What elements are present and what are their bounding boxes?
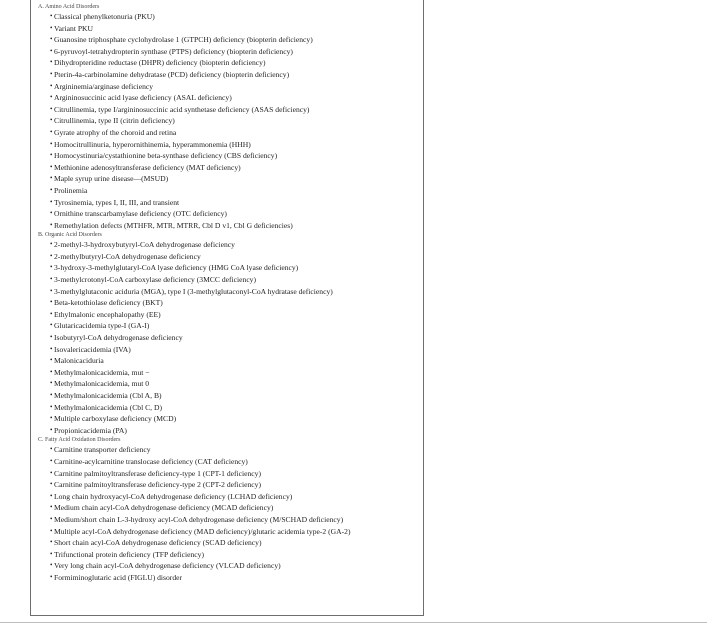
list-item — [38, 262, 420, 274]
list-item — [38, 185, 420, 197]
bullet-icon: • — [50, 572, 53, 581]
list-item — [38, 390, 420, 402]
list-item — [38, 537, 420, 549]
list-item — [38, 251, 420, 263]
bullet-icon: • — [50, 139, 53, 148]
list-item-text: Carnitine palmitoyltransferase deficiency-type 1 (CPT-1 deficiency) — [54, 468, 261, 478]
list-item — [38, 220, 420, 232]
bullet-icon: • — [50, 344, 53, 353]
list-item — [38, 162, 420, 174]
list-item — [38, 127, 420, 139]
list-item-text: Formiminoglutaric acid (FIGLU) disorder — [54, 572, 183, 582]
list-item — [38, 297, 420, 309]
bullet-icon: • — [50, 538, 53, 547]
list-item — [38, 355, 420, 367]
bullet-icon: • — [50, 116, 53, 125]
list-item-text: Ornithine transcarbamylase deficiency (OTC deficiency) — [54, 209, 227, 219]
list-item — [38, 425, 420, 437]
list-item-text: Methionine adenosyltransferase deficiency (MAT deficiency) — [54, 162, 241, 172]
list-item-text: Dihydropteridine reductase (DHPR) deficiency (biopterin deficiency) — [54, 58, 266, 68]
bullet-icon: • — [50, 503, 53, 512]
section-organic-acid — [38, 231, 420, 436]
list-item — [38, 57, 420, 69]
list-item-text: Malonicaciduria — [54, 356, 104, 366]
list-item — [38, 23, 420, 35]
list-item — [38, 11, 420, 23]
list-item — [38, 34, 420, 46]
list-item — [38, 549, 420, 561]
list-item — [38, 286, 420, 298]
list-item — [38, 378, 420, 390]
list-item — [38, 572, 420, 584]
bullet-icon: • — [50, 174, 53, 183]
list-item — [38, 309, 420, 321]
list-item-text: Glutaricacidemia type-I (GA-I) — [54, 321, 150, 331]
bullet-icon: • — [50, 275, 53, 284]
list-item-text: Variant PKU — [54, 23, 94, 33]
bullet-icon: • — [50, 561, 53, 570]
list-item — [38, 444, 420, 456]
list-item-text: Short chain acyl-CoA dehydrogenase deficiency (SCAD deficiency) — [54, 538, 262, 548]
list-item-text: Isobutyryl-CoA dehydrogenase deficiency — [54, 333, 183, 343]
list-item-text: Propionicacidemia (PA) — [54, 425, 127, 435]
list-item — [38, 139, 420, 151]
list-item-text: Gyrate atrophy of the choroid and retina — [54, 127, 177, 137]
list-item-text: Pterin-4a-carbinolamine dehydratase (PCD) deficiency (biopterin deficiency) — [54, 69, 290, 79]
list-item-text: Homocitrullinuria, hyperornithinemia, hyperammonemia (HHH) — [54, 139, 251, 149]
section-heading: B. Organic Acid Disorders — [38, 232, 102, 239]
item-list — [38, 444, 420, 583]
bullet-icon: • — [50, 240, 53, 249]
bullet-icon: • — [50, 209, 53, 218]
bullet-icon: • — [50, 197, 53, 206]
list-item — [38, 69, 420, 81]
bullet-icon: • — [50, 456, 53, 465]
list-item — [38, 456, 420, 468]
bullet-icon: • — [50, 549, 53, 558]
bullet-icon: • — [50, 356, 53, 365]
list-item-text: Carnitine transporter deficiency — [54, 445, 151, 455]
bullet-icon: • — [50, 298, 53, 307]
bullet-icon: • — [50, 480, 53, 489]
bullet-icon: • — [50, 414, 53, 423]
bullet-icon: • — [50, 526, 53, 535]
list-item-text: Methylmalonicacidemia, mut 0 — [54, 379, 150, 389]
list-item-text: Argininosuccinic acid lyase deficiency (ASAL deficiency) — [54, 93, 232, 103]
list-item — [38, 115, 420, 127]
bullet-icon: • — [50, 35, 53, 44]
bullet-icon: • — [50, 185, 53, 194]
bullet-icon: • — [50, 309, 53, 318]
list-item — [38, 208, 420, 220]
list-item-text: Multiple acyl-CoA dehydrogenase deficiency (MAD deficiency)/glutaric acidemia type-2 (GA-2) — [54, 526, 351, 536]
list-item-text: 6-pyruvoyl-tetrahydropterin synthase (PTPS) deficiency (biopterin deficiency) — [54, 46, 293, 56]
list-item-text: Remethylation defects (MTHFR, MTR, MTRR, Cbl D v1, Cbl G deficiencies) — [54, 220, 293, 230]
bullet-icon: • — [50, 104, 53, 113]
list-item — [38, 173, 420, 185]
list-item-text: Medium chain acyl-CoA dehydrogenase deficiency (MCAD deficiency) — [54, 503, 274, 513]
bullet-icon: • — [50, 468, 53, 477]
list-item — [38, 413, 420, 425]
bullet-icon: • — [50, 391, 53, 399]
list-item — [38, 104, 420, 116]
list-item-text: Beta-ketothiolase deficiency (BKT) — [54, 298, 163, 308]
list-item-text: Methylmalonicacidemia, mut − — [54, 367, 150, 377]
list-item-text: Citrullinemia, type I/argininosuccinic acid synthetase deficiency (ASAS deficiency) — [54, 104, 310, 114]
list-item-text: Long chain hydroxyacyl-CoA dehydrogenase deficiency (LCHAD deficiency) — [54, 491, 293, 501]
list-item-text: Medium/short chain L-3-hydroxy acyl-CoA dehydrogenase deficiency (M/SCHAD deficiency) — [54, 514, 344, 524]
list-item — [38, 46, 420, 58]
section-fatty-acid — [38, 436, 420, 583]
list-item-text: Maple syrup urine disease—(MSUD) — [54, 174, 169, 184]
list-item-text: Trifunctional protein deficiency (TFP deficiency) — [54, 549, 205, 559]
list-item — [38, 514, 420, 526]
bullet-icon: • — [50, 491, 53, 500]
list-item — [38, 502, 420, 514]
list-item — [38, 81, 420, 93]
list-item — [38, 526, 420, 538]
bullet-icon: • — [50, 367, 53, 376]
bullet-icon: • — [50, 321, 53, 330]
section-heading: C. Fatty Acid Oxidation Disorders — [38, 437, 121, 444]
bullet-icon: • — [50, 514, 53, 523]
list-item-text: Citrullinemia, type II (citrin deficiency) — [54, 116, 175, 126]
bullet-icon: • — [50, 12, 53, 20]
list-item-text: 2-methyl-3-hydroxybutyryl-CoA dehydrogenase deficiency — [54, 240, 235, 250]
list-item-text: 3-methylglutaconic aciduria (MGA), type I (3-methylglutaconyl-CoA hydratase deficiency) — [54, 286, 333, 296]
list-item-text: Guanosine triphosphate cyclohydrolase 1 (GTPCH) deficiency (biopterin deficiency) — [54, 35, 313, 45]
list-item-text: Carnitine-acylcarnitine translocase deficiency (CAT deficiency) — [54, 456, 248, 466]
bullet-icon: • — [50, 151, 53, 160]
list-item — [38, 92, 420, 104]
item-list — [38, 239, 420, 436]
bullet-icon: • — [50, 333, 53, 342]
list-item-text: 3-hydroxy-3-methylglutaryl-CoA lyase deficiency (HMG CoA lyase deficiency) — [54, 263, 299, 273]
item-list — [38, 11, 420, 231]
list-item — [38, 367, 420, 379]
bullet-icon: • — [50, 69, 53, 78]
list-item-text: Ethylmalonic encephalopathy (EE) — [54, 309, 161, 319]
list-item — [38, 560, 420, 572]
list-item-text: Very long chain acyl-CoA dehydrogenase deficiency (VLCAD deficiency) — [54, 561, 281, 571]
list-item — [38, 468, 420, 480]
list-item — [38, 320, 420, 332]
bullet-icon: • — [50, 286, 53, 295]
bullet-icon: • — [50, 127, 53, 136]
list-item — [38, 332, 420, 344]
list-item — [38, 402, 420, 414]
list-item-text: Argininemia/arginase deficiency — [54, 81, 154, 91]
list-item — [38, 239, 420, 251]
list-item — [38, 479, 420, 491]
bullet-icon: • — [50, 402, 53, 411]
bullet-icon: • — [50, 379, 53, 388]
section-heading: A. Amino Acid Disorders — [38, 4, 100, 10]
bullet-icon: • — [50, 46, 53, 55]
bullet-icon: • — [50, 425, 53, 434]
bullet-icon: • — [50, 220, 53, 229]
disorder-list — [38, 3, 420, 584]
list-item-text: Prolinemia — [54, 185, 88, 195]
bullet-icon: • — [50, 162, 53, 171]
page-bottom-rule — [0, 622, 707, 623]
list-item-text: 2-methylbutyryl-CoA dehydrogenase deficiency — [54, 251, 201, 261]
section-amino-acid — [38, 3, 420, 231]
list-item — [38, 491, 420, 503]
list-item — [38, 197, 420, 209]
list-item — [38, 150, 420, 162]
list-item-text: Tyrosinemia, types I, II, III, and transient — [54, 197, 180, 207]
list-item — [38, 344, 420, 356]
bullet-icon: • — [50, 263, 53, 272]
bullet-icon: • — [50, 251, 53, 260]
list-item-text: Homocystinuria/cystathionine beta-synthase deficiency (CBS deficiency) — [54, 151, 278, 161]
list-item-text: Methylmalonicacidemia (Cbl A, B) — [54, 391, 162, 400]
bullet-icon: • — [50, 445, 53, 454]
list-item-text: Isovalericacidemia (IVA) — [54, 344, 131, 354]
bullet-icon: • — [50, 81, 53, 90]
list-item-text: Classical phenylketonuria (PKU) — [54, 12, 155, 21]
list-item-text: 3-methylcrotonyl-CoA carboxylase deficiency (3MCC deficiency) — [54, 275, 257, 285]
list-item-text: Multiple carboxylase deficiency (MCD) — [54, 414, 177, 424]
list-item — [38, 274, 420, 286]
list-item-text: Methylmalonicacidemia (Cbl C, D) — [54, 402, 162, 412]
bullet-icon: • — [50, 23, 53, 32]
bullet-icon: • — [50, 58, 53, 67]
bullet-icon: • — [50, 93, 53, 102]
list-item-text: Carnitine palmitoyltransferase deficiency-type 2 (CPT-2 deficiency) — [54, 480, 261, 490]
